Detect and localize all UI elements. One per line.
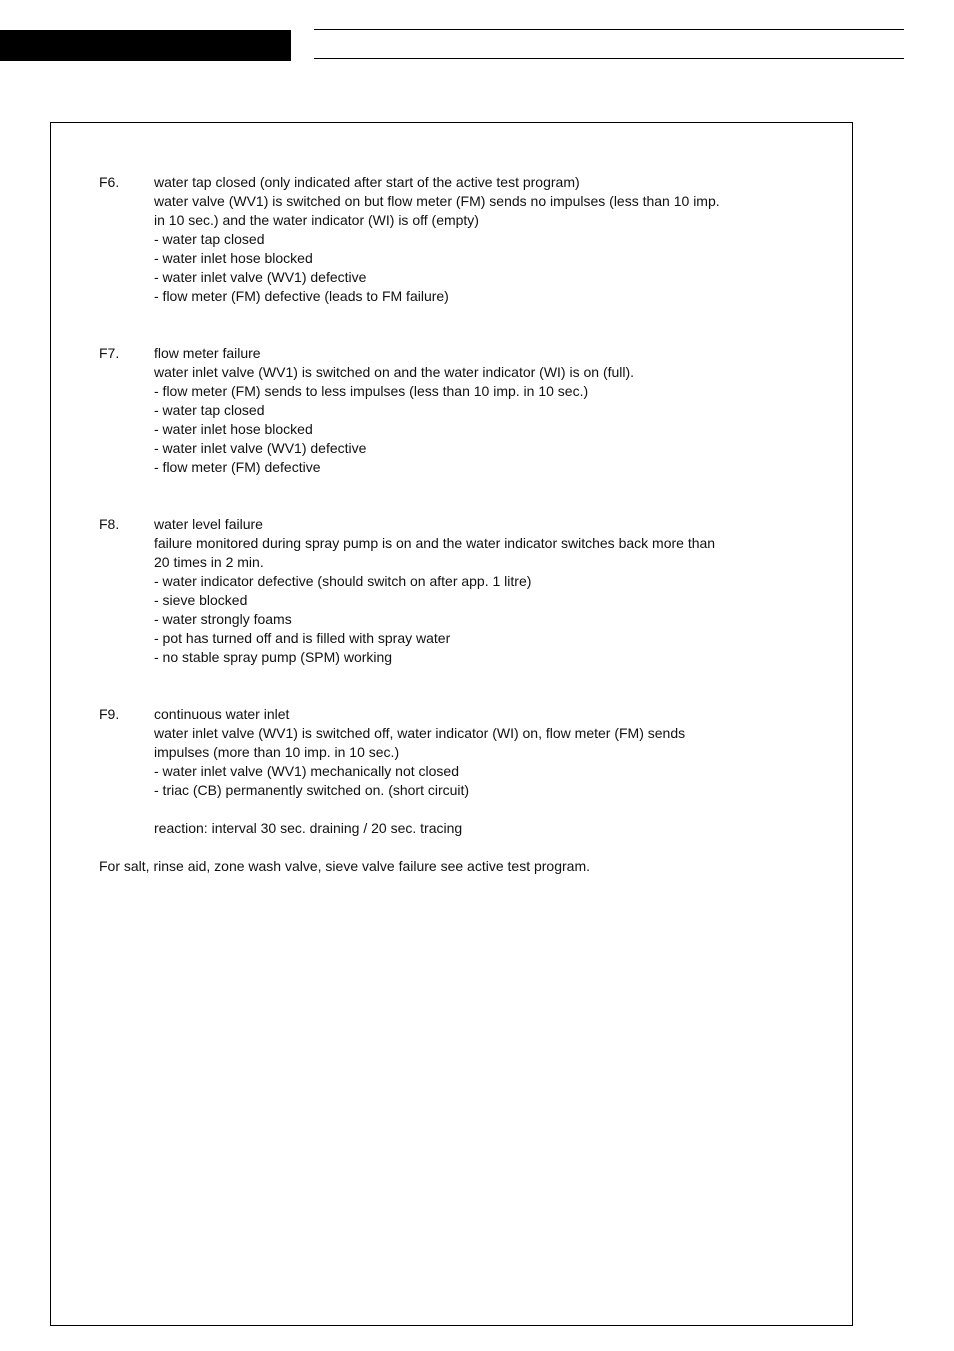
failure-line: failure monitored during spray pump is on and the water indicator switches back more than <box>154 535 716 551</box>
failure-section-f8 <box>99 515 799 667</box>
failure-line: - flow meter (FM) sends to less impulses (less than 10 imp. in 10 sec.) <box>154 383 589 399</box>
failure-line: water inlet valve (WV1) is switched off, water indicator (WI) on, flow meter (FM) sends <box>154 725 686 741</box>
footer-note: For salt, rinse aid, zone wash valve, sieve valve failure see active test program. <box>99 858 590 874</box>
failure-line: - water inlet valve (WV1) mechanically not closed <box>154 763 460 779</box>
failure-line: in 10 sec.) and the water indicator (WI) is off (empty) <box>154 212 479 228</box>
failure-line: - water tap closed <box>154 231 265 247</box>
failure-line: - water inlet hose blocked <box>154 421 313 437</box>
failure-line: - triac (CB) permanently switched on. (short circuit) <box>154 782 470 798</box>
failure-title: flow meter failure <box>154 345 261 361</box>
failure-line: - water inlet hose blocked <box>154 250 313 266</box>
reaction-note: reaction: interval 30 sec. draining / 20 sec. tracing <box>154 820 463 836</box>
failure-title: water tap closed (only indicated after start of the active test program) <box>154 174 580 190</box>
failure-line: - water strongly foams <box>154 611 292 627</box>
failure-line: - water tap closed <box>154 402 265 418</box>
failure-line: - water indicator defective (should switch on after app. 1 litre) <box>154 573 532 589</box>
failure-code-list <box>99 173 799 876</box>
failure-section-f6 <box>99 173 799 306</box>
failure-line: - flow meter (FM) defective <box>154 459 321 475</box>
failure-line: water valve (WV1) is switched on but flow meter (FM) sends no impulses (less than 10 imp. <box>154 193 720 209</box>
failure-line: water inlet valve (WV1) is switched on and the water indicator (WI) is on (full). <box>154 364 635 380</box>
failure-title: water level failure <box>154 516 263 532</box>
failure-code: F6. <box>99 174 120 190</box>
header-rule-top <box>314 29 904 30</box>
failure-line: - flow meter (FM) defective (leads to FM failure) <box>154 288 449 304</box>
header-rule-bottom <box>314 58 904 59</box>
failure-section-f7 <box>99 344 799 477</box>
failure-section-f9 <box>99 705 799 838</box>
failure-line: - water inlet valve (WV1) defective <box>154 269 367 285</box>
header-black-bar <box>0 30 291 61</box>
failure-line: - no stable spray pump (SPM) working <box>154 649 393 665</box>
failure-code: F9. <box>99 706 120 722</box>
failure-line: - pot has turned off and is filled with spray water <box>154 630 451 646</box>
failure-line: 20 times in 2 min. <box>154 554 264 570</box>
failure-code: F8. <box>99 516 120 532</box>
failure-line: - sieve blocked <box>154 592 248 608</box>
failure-code: F7. <box>99 345 120 361</box>
failure-line: - water inlet valve (WV1) defective <box>154 440 367 456</box>
failure-line: impulses (more than 10 imp. in 10 sec.) <box>154 744 400 760</box>
failure-title: continuous water inlet <box>154 706 290 722</box>
